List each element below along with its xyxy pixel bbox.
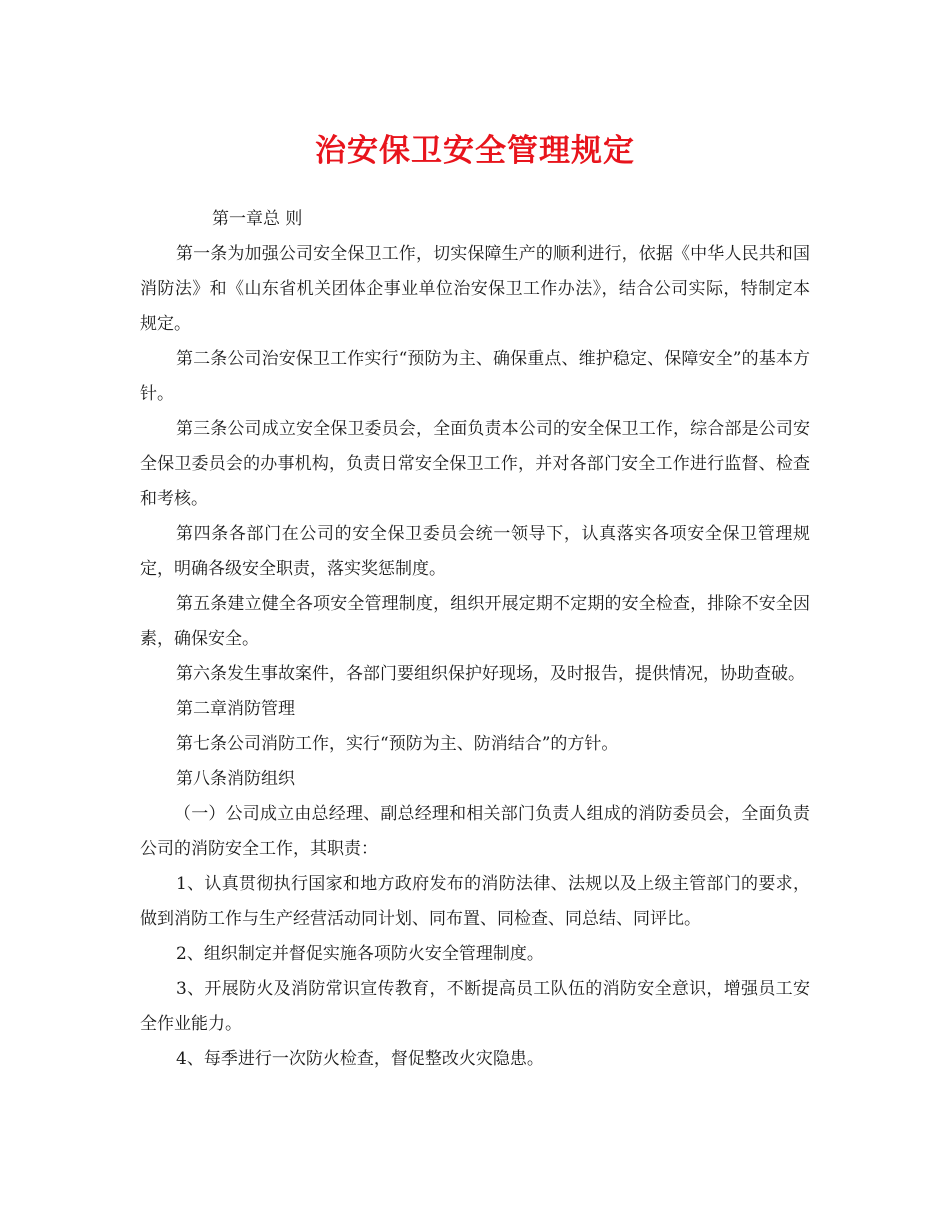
article-5: 第五条建立健全各项安全管理制度，组织开展定期不定期的安全检查，排除不安全因素，确保安全。 xyxy=(140,594,810,649)
duty-item-4: 4、每季进行一次防火检查，督促整改火灾隐患。 xyxy=(176,1049,544,1069)
chapter-1-heading: 第一章总 则 xyxy=(212,209,303,229)
duty-item-3: 3、开展防火及消防常识宣传教育，不断提高员工队伍的消防安全意识，增强员工安全作业能力。 xyxy=(140,979,810,1034)
article-8-item-1: （一）公司成立由总经理、副总经理和相关部门负责人组成的消防委员会，全面负责公司的消防安全工作，其职责： xyxy=(140,804,810,859)
article-1: 第一条为加强公司安全保卫工作，切实保障生产的顺利进行，依据《中华人民共和国消防法》和《山东省机关团体企事业单位治安保卫工作办法》，结合公司实际，特制定本规定。 xyxy=(140,244,810,334)
article-3: 第三条公司成立安全保卫委员会，全面负责本公司的安全保卫工作，综合部是公司安全保卫委员会的办事机构，负责日常安全保卫工作，并对各部门安全工作进行监督、检查和考核。 xyxy=(140,419,810,509)
article-7: 第七条公司消防工作，实行“预防为主、防消结合”的方针。 xyxy=(176,734,619,754)
duty-item-1: 1、认真贯彻执行国家和地方政府发布的消防法律、法规以及上级主管部门的要求，做到消防工作与生产经营活动同计划、同布置、同检查、同总结、同评比。 xyxy=(140,874,810,929)
article-8: 第八条消防组织 xyxy=(176,769,295,789)
chapter-2-heading: 第二章消防管理 xyxy=(176,699,295,719)
article-2: 第二条公司治安保卫工作实行“预防为主、确保重点、维护稳定、保障安全”的基本方针。 xyxy=(140,349,810,404)
document-title: 治安保卫安全管理规定 xyxy=(315,133,635,169)
duty-item-2: 2、组织制定并督促实施各项防火安全管理制度。 xyxy=(176,944,544,964)
document-body xyxy=(140,202,810,1077)
article-6: 第六条发生事故案件，各部门要组织保护好现场，及时报告，提供情况，协助查破。 xyxy=(176,664,805,684)
article-4: 第四条各部门在公司的安全保卫委员会统一领导下，认真落实各项安全保卫管理规定，明确各级安全职责，落实奖惩制度。 xyxy=(140,524,810,579)
